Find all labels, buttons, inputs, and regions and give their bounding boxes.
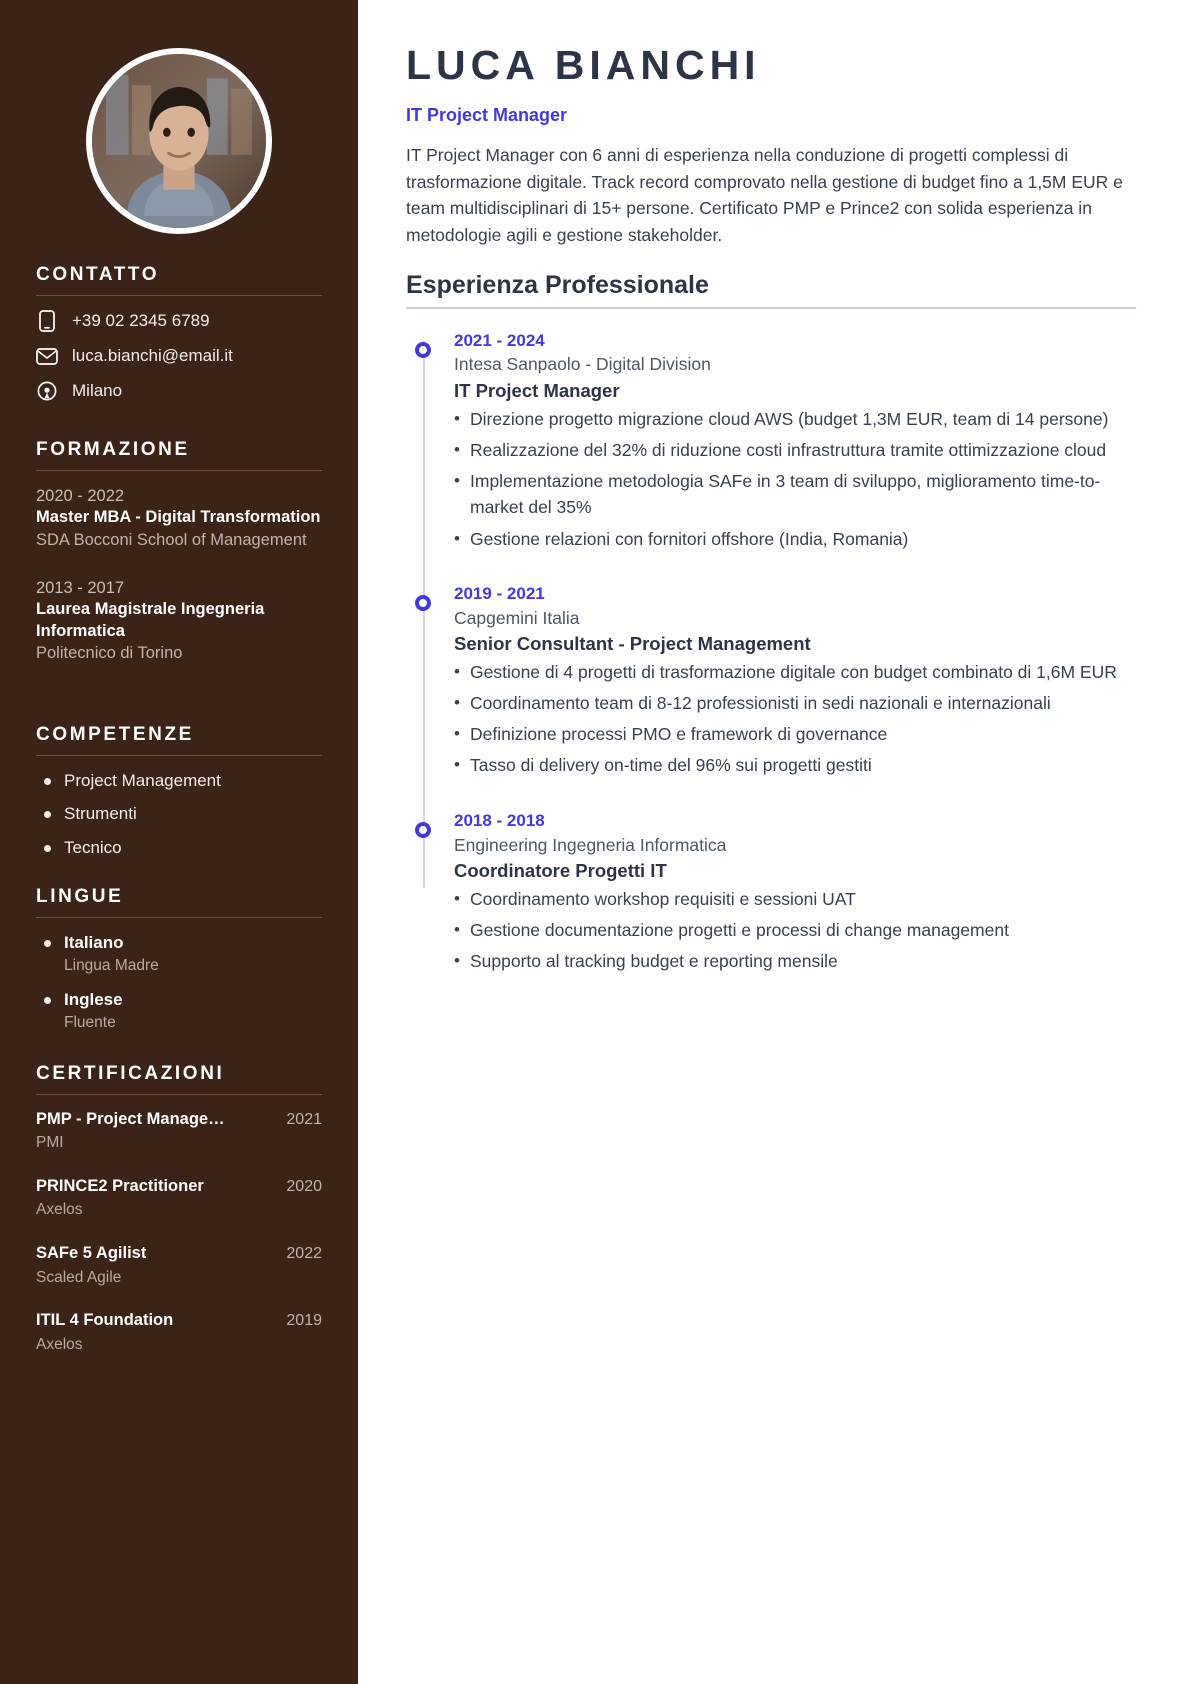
certification-name: PRINCE2 Practitioner — [36, 1177, 204, 1196]
timeline-dot-icon — [415, 595, 431, 611]
certification-org: Scaled Agile — [36, 1268, 122, 1286]
list-item: • Gestione relazioni con fornitori offshore (India, Romania) — [454, 526, 1136, 552]
contact-item-email[interactable] — [36, 345, 322, 367]
skills-heading: COMPETENZE — [36, 724, 194, 746]
language-name: Italiano — [64, 932, 124, 952]
divider — [36, 1094, 322, 1095]
divider — [36, 917, 322, 918]
experience-dates: 2018 - 2018 — [454, 810, 545, 830]
divider — [36, 470, 322, 471]
contact-location-value: Milano — [72, 381, 123, 400]
languages-heading: LINGUE — [36, 885, 124, 907]
certification-header — [36, 1109, 322, 1130]
certification-item — [36, 1176, 322, 1221]
certification-header — [36, 1310, 322, 1331]
certification-org: Axelos — [36, 1201, 83, 1219]
education-degree: Laurea Magistrale Ingegneria Informatica — [36, 600, 265, 640]
language-level: Fluente — [64, 1014, 116, 1032]
timeline-dot-icon — [415, 342, 431, 358]
list-item — [36, 989, 322, 1034]
certifications-heading: CERTIFICAZIONI — [36, 1062, 225, 1084]
education-heading: FORMAZIONE — [36, 439, 190, 460]
certification-name: PMP - Project Manage… — [36, 1109, 225, 1128]
list-item: • Definizione processi PMO e framework di governance — [454, 721, 1136, 747]
education-school: SDA Bocconi School of Management — [36, 530, 307, 549]
contact-phone-value: +39 02 2345 6789 — [72, 311, 210, 330]
contact-heading: CONTATTO — [36, 264, 160, 285]
experience-title: Senior Consultant - Project Management — [454, 632, 811, 654]
certification-name: SAFe 5 Agilist — [36, 1244, 147, 1263]
experience-title: IT Project Manager — [454, 379, 620, 401]
experience-heading: Esperienza Professionale — [406, 270, 709, 299]
list-item: Project Management — [36, 770, 322, 792]
list-item — [36, 932, 322, 977]
education-item — [36, 577, 322, 664]
list-item: • Gestione di 4 progetti di trasformazione digitale con budget combinato di 1,6M EUR — [454, 659, 1136, 685]
list-item: Strumenti — [36, 803, 322, 825]
certification-year: 2021 — [286, 1110, 322, 1128]
location-pin-icon — [36, 380, 58, 402]
list-item: • Realizzazione del 32% di riduzione costi infrastruttura tramite ottimizzazione cloud — [454, 437, 1136, 463]
list-item: • Implementazione metodologia SAFe in 3 team di sviluppo, miglioramento time-to-market del 35% — [454, 468, 1136, 521]
certification-org: Axelos — [36, 1335, 83, 1353]
certification-name: ITIL 4 Foundation — [36, 1311, 174, 1330]
contact-email-value: luca.bianchi@email.it — [72, 346, 233, 365]
education-school: Politecnico di Torino — [36, 644, 183, 663]
education-degree: Master MBA - Digital Transformation — [36, 508, 321, 527]
language-name: Inglese — [64, 990, 123, 1010]
certification-header — [36, 1176, 322, 1197]
contact-item-phone[interactable] — [36, 310, 322, 332]
languages-section — [0, 886, 358, 1034]
certification-header — [36, 1243, 322, 1264]
list-item: • Tasso di delivery on-time del 96% sui progetti gestiti — [454, 752, 1136, 778]
sidebar — [0, 0, 358, 1684]
list-item: • Coordinamento workshop requisiti e sessioni UAT — [454, 886, 1136, 912]
experience-bullets — [454, 406, 1136, 552]
education-dates: 2020 - 2022 — [36, 487, 125, 505]
timeline-dot-icon — [415, 822, 431, 838]
page-title: LUCA BIANCHI — [406, 42, 761, 88]
envelope-icon — [36, 345, 58, 367]
certifications-section — [0, 1063, 358, 1356]
experience-item — [454, 809, 1136, 975]
languages-list — [36, 932, 322, 1034]
divider — [36, 295, 322, 296]
certification-year: 2020 — [286, 1178, 322, 1196]
experience-company: Capgemini Italia — [454, 607, 580, 628]
profile-photo-icon — [92, 54, 266, 228]
experience-bullets — [454, 886, 1136, 975]
list-item: • Direzione progetto migrazione cloud AWS (budget 1,3M EUR, team di 14 persone) — [454, 406, 1136, 432]
divider — [406, 307, 1136, 309]
skills-section — [0, 724, 358, 858]
profile-photo — [86, 48, 272, 234]
job-role-subtitle: IT Project Manager — [406, 105, 568, 126]
experience-title: Coordinatore Progetti IT — [454, 859, 667, 881]
contact-item-location[interactable] — [36, 380, 322, 402]
contact-list — [36, 310, 322, 402]
certification-item — [36, 1243, 322, 1288]
avatar-container — [0, 0, 358, 264]
list-item: Tecnico — [36, 837, 322, 859]
contact-section — [0, 264, 358, 402]
certification-item — [36, 1310, 322, 1355]
skills-list — [36, 770, 322, 858]
main-content — [358, 0, 1190, 1684]
certification-item — [36, 1109, 322, 1154]
divider — [36, 755, 322, 756]
experience-company: Engineering Ingegneria Informatica — [454, 834, 727, 855]
experience-item — [454, 582, 1136, 779]
phone-icon — [36, 310, 58, 332]
experience-item — [454, 329, 1136, 552]
experience-dates: 2021 - 2024 — [454, 330, 545, 350]
experience-company: Intesa Sanpaolo - Digital Division — [454, 354, 711, 375]
list-item: • Coordinamento team di 8-12 professionisti in sedi nazionali e internazionali — [454, 690, 1136, 716]
experience-timeline — [406, 329, 1136, 975]
list-item: • Supporto al tracking budget e reporting mensile — [454, 948, 1136, 974]
language-level: Lingua Madre — [64, 956, 159, 974]
certification-year: 2022 — [286, 1245, 322, 1263]
education-item — [36, 485, 322, 551]
education-dates: 2013 - 2017 — [36, 578, 125, 597]
certification-year: 2019 — [286, 1312, 322, 1330]
experience-dates: 2019 - 2021 — [454, 583, 545, 603]
list-item: • Gestione documentazione progetti e processi di change management — [454, 917, 1136, 943]
profile-summary: IT Project Manager con 6 anni di esperienza nella conduzione di progetti complessi di trasformazione digitale. Track record comprovato nella gestione di budget fino a 1,5M EUR e team multidisciplinari di 15+ persone. Certificato PMP e Prince2 con solida esperienza in metodologie agili e gestione stakeholder. — [406, 145, 1123, 245]
experience-bullets — [454, 659, 1136, 779]
education-section — [0, 439, 358, 664]
certification-org: PMI — [36, 1134, 64, 1152]
